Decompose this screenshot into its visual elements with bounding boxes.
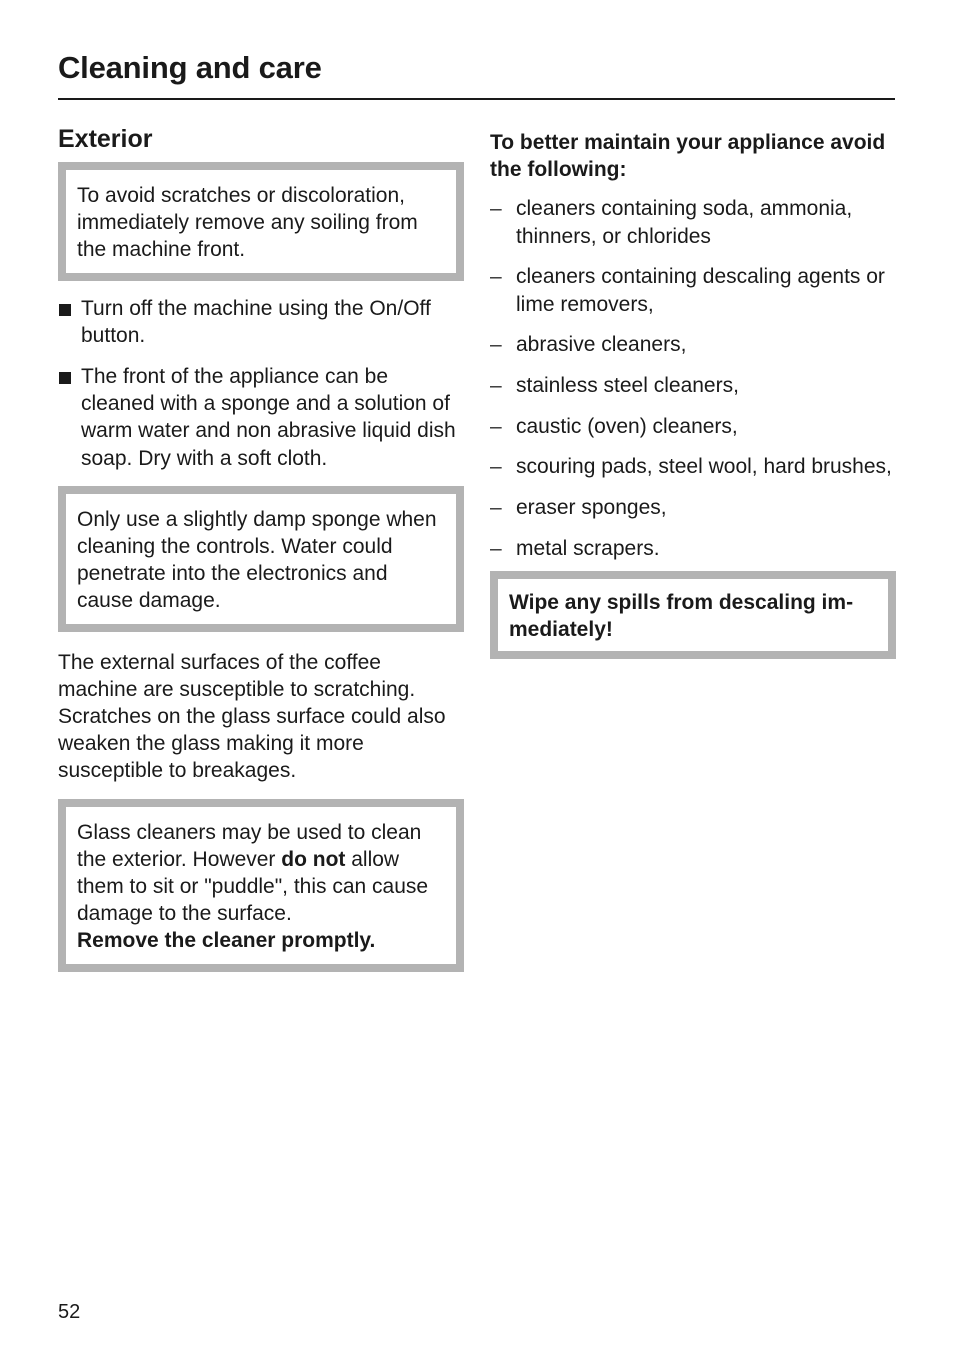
warning-text: Wipe any spills from descaling im- mediately!	[509, 590, 854, 642]
list-item-text: cleaners containing descaling agents or lime removers,	[516, 265, 885, 316]
dash-bullet: –	[490, 373, 502, 397]
note-box-scratches	[58, 162, 464, 281]
dash-bullet: –	[490, 496, 502, 520]
list-item-text: stainless steel cleaners,	[516, 373, 739, 397]
title-divider	[58, 98, 895, 100]
list-item	[490, 535, 896, 562]
dash-bullet: –	[490, 455, 502, 479]
section-title: Exterior	[58, 125, 153, 153]
avoid-list	[490, 195, 896, 562]
list-item-text: metal scrapers.	[516, 536, 660, 560]
note-text: To avoid scratches or discoloration, immediately remove any soiling from the machine front.	[77, 184, 418, 262]
square-bullet-icon	[59, 372, 71, 384]
list-item	[490, 195, 896, 249]
note-bold-text: do not	[281, 847, 346, 871]
list-item-text: The front of the appliance can be cleaned with a sponge and a solution of warm water and non abrasive liquid dish soap. Dry with a soft cloth.	[81, 365, 456, 470]
dash-bullet: –	[490, 265, 502, 289]
list-item-text: cleaners containing soda, ammonia, thinners, or chlorides	[516, 197, 853, 248]
note-text: Only use a slightly damp sponge when cleaning the controls. Water could penetrate into the electronics and cause damage.	[77, 507, 437, 613]
right-column	[490, 129, 896, 659]
warning-box	[490, 571, 896, 659]
list-item	[58, 295, 464, 349]
note-text-part: allow them to sit or "puddle", this can cause damage to the surface.	[77, 847, 429, 926]
square-bullet-icon	[59, 304, 71, 316]
list-item	[490, 453, 896, 480]
note-bold-text: Remove the cleaner promptly.	[77, 929, 376, 953]
body-paragraph: The external surfaces of the coffee machine are susceptible to scratching. Scratches on the glass surface could also weaken the glass making it more susceptible to breakages.	[58, 650, 446, 783]
left-column	[58, 124, 464, 972]
list-item	[490, 263, 896, 317]
note-box-glass-cleaners	[58, 799, 464, 972]
page-number: 52	[58, 1301, 81, 1323]
list-item	[490, 331, 896, 358]
note-box-controls	[58, 486, 464, 632]
avoid-heading: To better maintain your appliance avoid the following:	[490, 131, 886, 182]
list-item-text: caustic (oven) cleaners,	[516, 414, 738, 438]
list-item	[58, 363, 464, 472]
note-text-part: Glass cleaners may be used to clean the exterior. However	[77, 820, 422, 871]
dash-bullet: –	[490, 536, 502, 560]
list-item-text: scouring pads, steel wool, hard brushes,	[516, 455, 892, 479]
list-item	[490, 372, 896, 399]
dash-bullet: –	[490, 414, 502, 438]
list-item	[490, 413, 896, 440]
instruction-list	[58, 295, 464, 472]
list-item	[490, 494, 896, 521]
page-title: Cleaning and care	[58, 50, 322, 85]
list-item-text: abrasive cleaners,	[516, 333, 687, 357]
list-item-text: Turn off the machine using the On/Off button.	[81, 296, 431, 347]
dash-bullet: –	[490, 333, 502, 357]
dash-bullet: –	[490, 197, 502, 221]
list-item-text: eraser sponges,	[516, 496, 667, 520]
